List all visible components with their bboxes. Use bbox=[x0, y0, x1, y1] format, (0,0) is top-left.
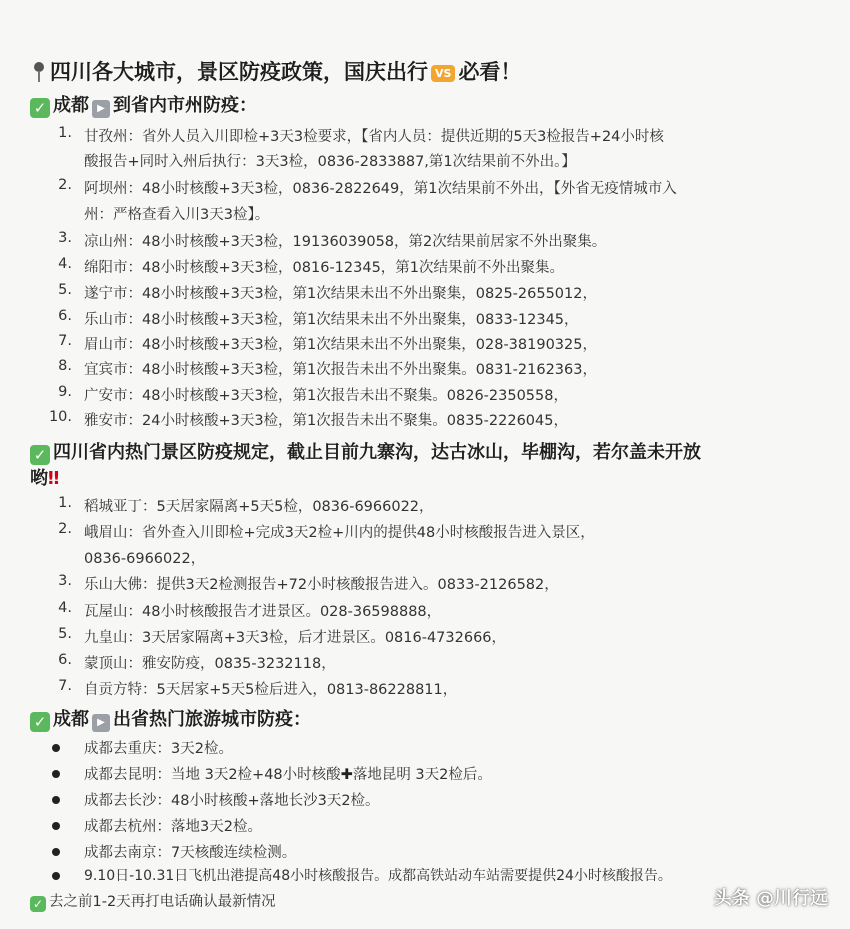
check-mark-icon: ✓ bbox=[30, 445, 50, 465]
play-icon: ▶ bbox=[92, 714, 110, 732]
list-item-continued: 州：严格查看入川3天3检】。 bbox=[84, 207, 270, 223]
bullet-icon bbox=[52, 796, 60, 804]
list-item: 蒙顶山：雅安防疫，0835-3232118， bbox=[84, 656, 336, 672]
check-mark-icon: ✓ bbox=[30, 712, 50, 732]
list-item: 宜宾市：48小时核酸+3天3检，第1次报告未出不外出聚集。0831-2162363， bbox=[84, 362, 597, 378]
list-item: 九皇山：3天居家隔离+3天3检，后才进景区。0816-4732666， bbox=[84, 630, 507, 646]
section-heading-outbound bbox=[30, 705, 311, 732]
list-item: 成都去杭州：落地3天2检。 bbox=[84, 819, 262, 835]
item-text-end: 落地昆明 3天2检后。 bbox=[352, 767, 492, 783]
list-item: 自贡方特：5天居家+5天5检后进入，0813-86228811， bbox=[84, 682, 458, 698]
item-number: 8. bbox=[58, 358, 72, 374]
list-item-continued: 酸报告+同时入州后执行：3天3检，0836-2833887,第1次结果前不外出。】 bbox=[84, 154, 576, 170]
list-item: 眉山市：48小时核酸+3天3检，第1次结果未出不外出聚集，028-38190325， bbox=[84, 337, 597, 353]
list-item: 成都去重庆：3天2检。 bbox=[84, 741, 233, 757]
list-item bbox=[84, 763, 492, 784]
item-number: 9. bbox=[58, 384, 72, 400]
item-number: 3. bbox=[58, 230, 72, 246]
list-item: 绵阳市：48小时核酸+3天3检，0816-12345，第1次结果前不外出聚集。 bbox=[84, 260, 565, 276]
item-text: 成都去昆明：当地 3天2检+48小时核酸 bbox=[84, 767, 341, 783]
item-number: 4. bbox=[58, 256, 72, 272]
vs-badge-icon: VS bbox=[431, 65, 455, 82]
item-number: 6. bbox=[58, 308, 72, 324]
item-number: 5. bbox=[58, 626, 72, 642]
item-number: 2. bbox=[58, 521, 72, 537]
list-item: 雅安市：24小时核酸+3天3检，第1次报告未出不聚集。0835-2226045， bbox=[84, 413, 568, 429]
item-number: 1. bbox=[58, 125, 72, 141]
item-number: 2. bbox=[58, 177, 72, 193]
item-number: 10. bbox=[48, 409, 72, 425]
list-item: 广安市：48小时核酸+3天3检，第1次报告未出不聚集。0826-2350558， bbox=[84, 388, 568, 404]
item-number: 7. bbox=[58, 678, 72, 694]
list-item: 乐山大佛：提供3天2检测报告+72小时核酸报告进入。0833-2126582， bbox=[84, 577, 559, 593]
list-item: 遂宁市：48小时核酸+3天3检，第1次结果未出不外出聚集，0825-2655012， bbox=[84, 286, 597, 302]
footer-text: 去之前1-2天再打电话确认最新情况 bbox=[49, 894, 276, 910]
list-item-continued: 0836-6966022， bbox=[84, 551, 206, 567]
item-number: 3. bbox=[58, 573, 72, 589]
list-item: 乐山市：48小时核酸+3天3检，第1次结果未出不外出聚集，0833-12345， bbox=[84, 312, 579, 328]
bullet-icon bbox=[52, 822, 60, 830]
check-mark-icon: ✓ bbox=[30, 896, 46, 912]
section-heading-scenic-continued bbox=[30, 464, 59, 490]
section-label: 成都 bbox=[53, 95, 89, 116]
item-number: 5. bbox=[58, 282, 72, 298]
page-title bbox=[32, 56, 521, 86]
list-item: 成都去南京：7天核酸连续检测。 bbox=[84, 845, 297, 861]
section-label: 成都 bbox=[53, 709, 89, 730]
section-label: 四川省内热门景区防疫规定，截止目前九寨沟，达古冰山，毕棚沟，若尔盖未开放 bbox=[53, 442, 701, 463]
list-item: 峨眉山：省外查入川即检+完成3天2检+川内的提供48小时核酸报告进入景区， bbox=[84, 525, 595, 541]
bullet-icon bbox=[52, 872, 60, 880]
section-heading-province bbox=[30, 91, 257, 118]
bullet-icon bbox=[52, 744, 60, 752]
pushpin-icon bbox=[32, 61, 46, 83]
item-number: 6. bbox=[58, 652, 72, 668]
list-item: 瓦屋山：48小时核酸报告才进景区。028-36598888， bbox=[84, 604, 442, 620]
title-text-end: 必看！ bbox=[458, 60, 522, 84]
list-item: 稻城亚丁：5天居家隔离+5天5检，0836-6966022， bbox=[84, 499, 434, 515]
section-label-rest: 哟 bbox=[30, 468, 48, 489]
title-text: 四川各大城市，景区防疫政策，国庆出行 bbox=[50, 60, 428, 84]
bullet-icon bbox=[52, 770, 60, 778]
list-item: 阿坝州：48小时核酸+3天3检，0836-2822649，第1次结果前不外出，【外省无疫情城市入 bbox=[84, 181, 677, 197]
item-number: 1. bbox=[58, 495, 72, 511]
bullet-icon bbox=[52, 848, 60, 856]
section-heading-scenic bbox=[30, 438, 701, 465]
list-item: 成都去长沙：48小时核酸+落地长沙3天2检。 bbox=[84, 793, 380, 809]
double-exclamation-icon: ‼ bbox=[48, 468, 60, 489]
item-number: 4. bbox=[58, 600, 72, 616]
list-item: 凉山州：48小时核酸+3天3检，19136039058，第2次结果前居家不外出聚集。 bbox=[84, 234, 607, 250]
play-icon: ▶ bbox=[92, 100, 110, 118]
item-number: 7. bbox=[58, 333, 72, 349]
check-mark-icon: ✓ bbox=[30, 98, 50, 118]
section-label-rest: 到省内市州防疫： bbox=[113, 95, 257, 116]
section-label-rest: 出省热门旅游城市防疫： bbox=[113, 709, 311, 730]
plus-icon: ✚ bbox=[340, 767, 353, 783]
footer-note bbox=[30, 890, 276, 912]
list-item: 甘孜州：省外人员入川即检+3天3检要求，【省内人员：提供近期的5天3检报告+24小时核 bbox=[84, 129, 664, 145]
list-item: 9.10日-10.31日飞机出港提高48小时核酸报告。成都高铁站动车站需要提供24小时核酸报告。 bbox=[84, 868, 672, 884]
watermark: 头条 @川行远 bbox=[713, 888, 828, 909]
